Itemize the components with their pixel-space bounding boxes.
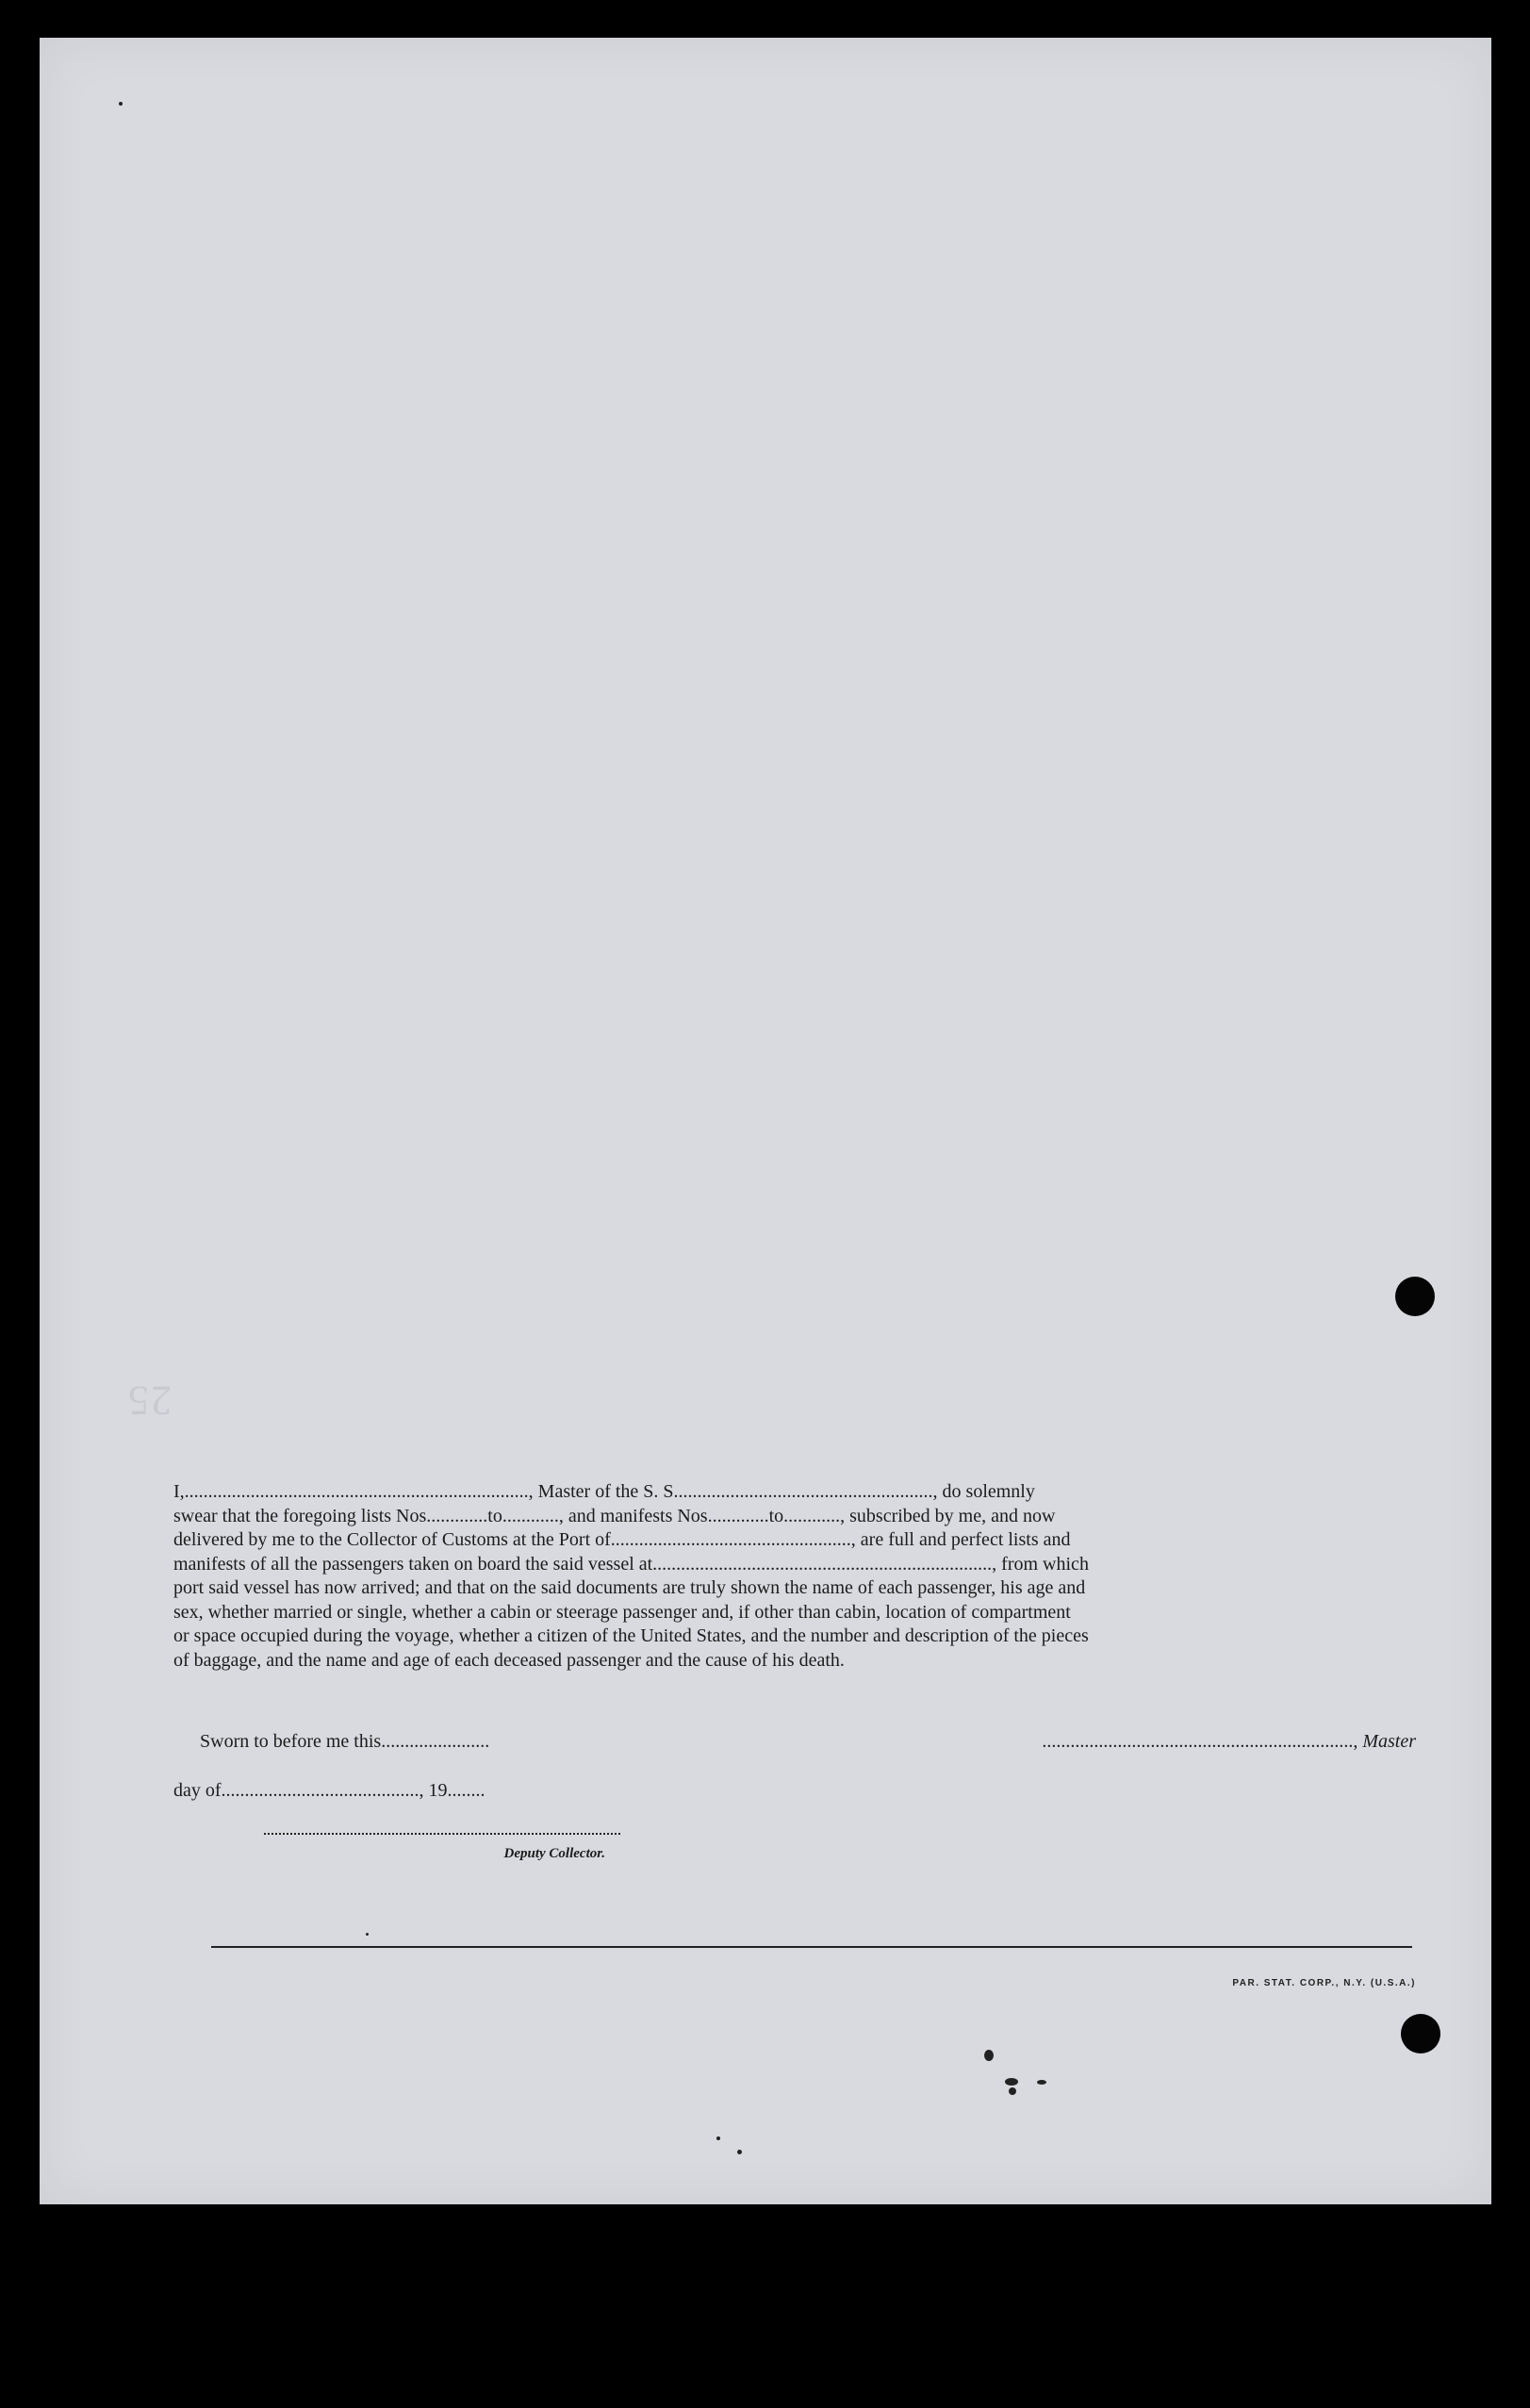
ink-speck (1009, 2087, 1016, 2095)
sworn-before-text: Sworn to before me this....................... (200, 1731, 490, 1752)
ink-speck (737, 2150, 742, 2154)
oath-line: delivered by me to the Collector of Customs at the Port of..................................................., are full and perfect lists and (173, 1529, 1071, 1550)
master-signature-dots: .................................................................., (1042, 1731, 1363, 1752)
ink-speck (1005, 2078, 1018, 2086)
oath-line: manifests of all the passengers taken on board the said vessel at........................................................................, from which (173, 1553, 1089, 1575)
punch-hole-icon (1395, 1277, 1435, 1316)
master-label: Master (1362, 1731, 1416, 1752)
deputy-collector-label: Deputy Collector. (503, 1846, 605, 1861)
master-signature-line (926, 1731, 1416, 1753)
oath-line: I,........................................................................., Master of the S. S......................................................., do solemnly (173, 1481, 1035, 1502)
horizontal-rule (211, 1946, 1412, 1948)
ink-speck (119, 102, 123, 106)
master-oath-paragraph (173, 1480, 1416, 1673)
printer-imprint: PAR. STAT. CORP., N.Y. (U.S.A.) (1232, 1978, 1416, 1988)
punch-hole-icon (1401, 2014, 1440, 2053)
oath-line: of baggage, and the name and age of each deceased passenger and the cause of his death. (173, 1649, 845, 1671)
ink-speck (366, 1933, 369, 1936)
oath-line: or space occupied during the voyage, whether a citizen of the United States, and the number and description of the pieces (173, 1625, 1089, 1646)
ink-speck (716, 2136, 720, 2140)
ink-speck (984, 2050, 994, 2061)
oath-line: port said vessel has now arrived; and that on the said documents are truly shown the name of each passenger, his age and (173, 1577, 1086, 1598)
faint-page-number: 25 (126, 1377, 172, 1424)
oath-line: sex, whether married or single, whether a cabin or steerage passenger and, if other than cabin, location of compartment (173, 1601, 1071, 1623)
document-page (40, 38, 1491, 2204)
day-of-text: day of.........................................., 19........ (173, 1780, 485, 1801)
oath-line: swear that the foregoing lists Nos.............to............, and manifests Nos.............to............, subscribed by me, and now (173, 1505, 1056, 1526)
ink-speck (1037, 2080, 1046, 2085)
deputy-collector-signature-line (264, 1833, 620, 1835)
